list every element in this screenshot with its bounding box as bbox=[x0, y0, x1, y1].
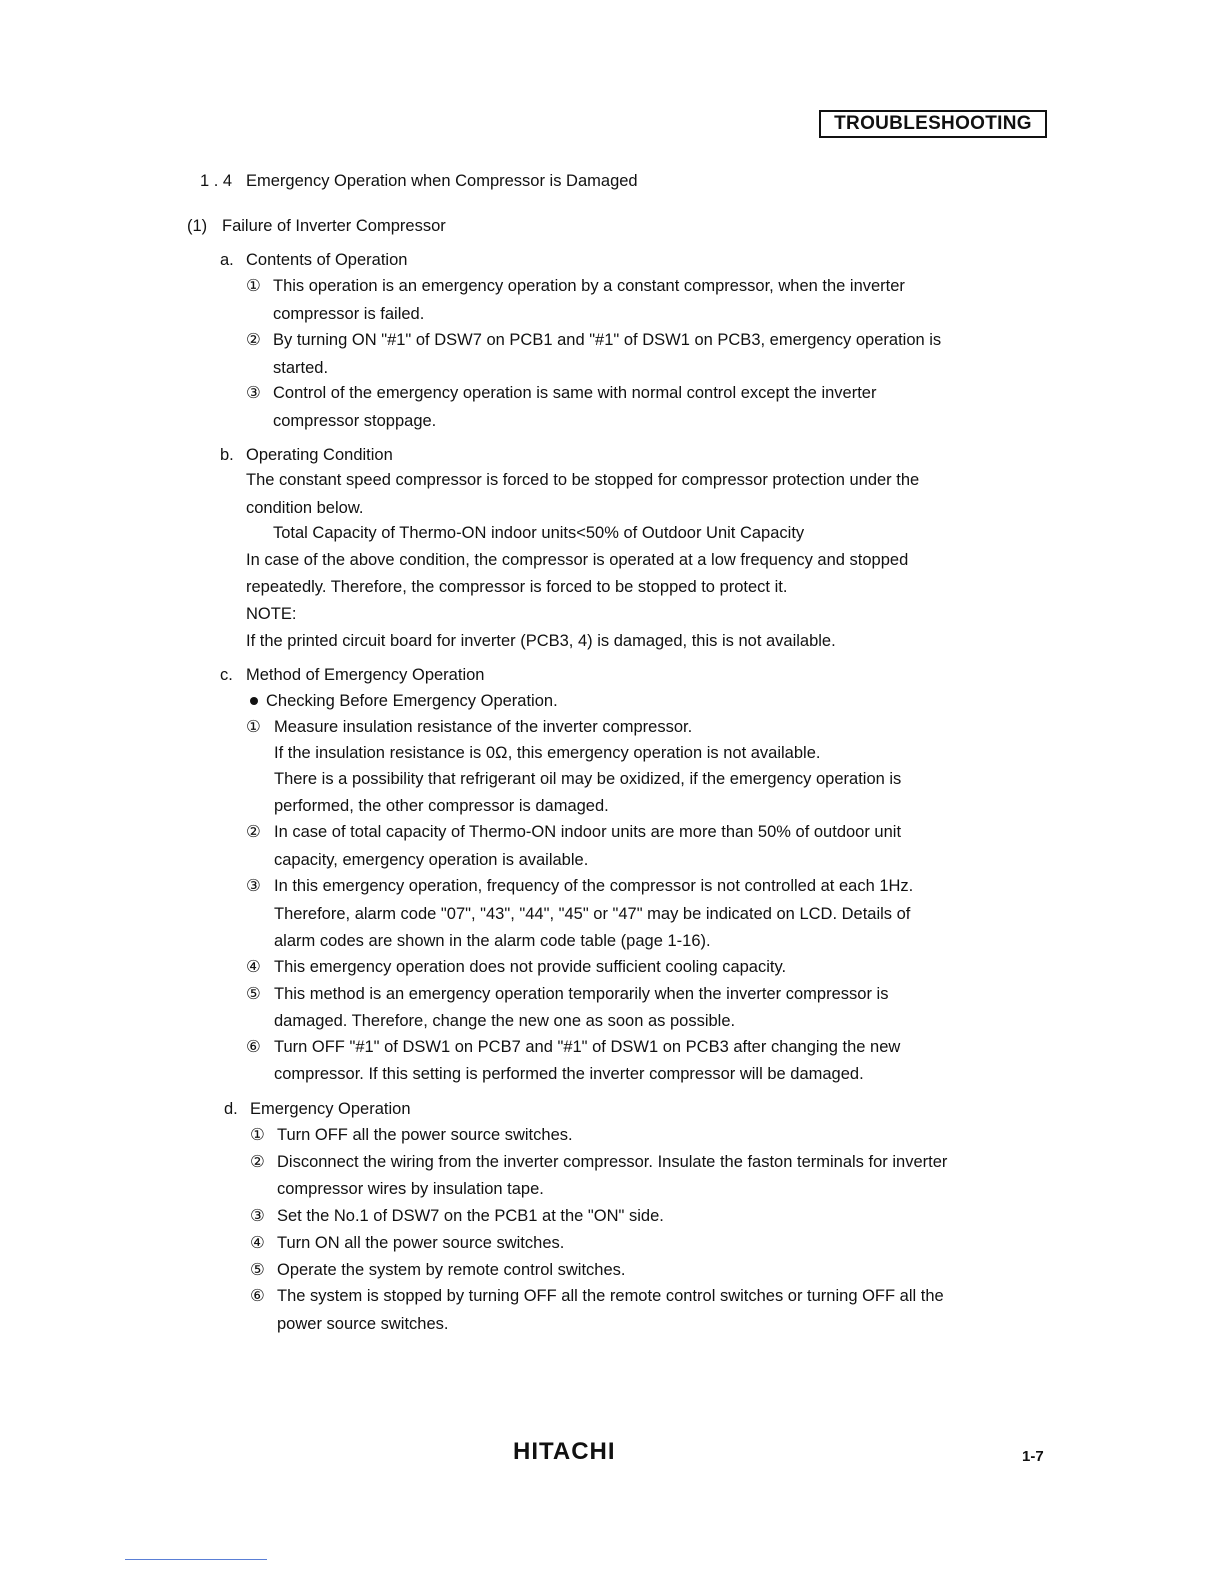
item-c-bullet-text: Checking Before Emergency Operation. bbox=[266, 692, 558, 710]
item-c-letter: c. bbox=[220, 666, 233, 684]
item-d-3-mark: ③ bbox=[250, 1207, 265, 1225]
item-b-text: repeatedly. Therefore, the compressor is forced to be stopped to protect it. bbox=[246, 578, 788, 596]
item-d-2-mark: ② bbox=[250, 1153, 265, 1171]
footer-divider bbox=[125, 1559, 267, 1560]
bullet-dot-icon bbox=[250, 697, 258, 705]
item-c-5-mark: ⑤ bbox=[246, 985, 261, 1003]
item-c-1-line: Measure insulation resistance of the inverter compressor. bbox=[274, 718, 693, 736]
item-d-4-line: Turn ON all the power source switches. bbox=[277, 1234, 565, 1252]
item-d-title: Emergency Operation bbox=[250, 1100, 411, 1118]
item-a-2-line: started. bbox=[273, 359, 329, 377]
item-c-3-mark: ③ bbox=[246, 877, 261, 895]
item-d-5-line: Operate the system by remote control switches. bbox=[277, 1261, 626, 1279]
brand-logo-text: HITACHI bbox=[513, 1438, 616, 1465]
item-c-3-line: Therefore, alarm code "07", "43", "44", "45" or "47" may be indicated on LCD. Details of bbox=[274, 905, 911, 923]
item-d-6-line: power source switches. bbox=[277, 1315, 449, 1333]
item-c-3-line: In this emergency operation, frequency of the compressor is not controlled at each 1Hz. bbox=[274, 877, 914, 895]
item-d-5-mark: ⑤ bbox=[250, 1261, 265, 1279]
item-c-1-mark: ① bbox=[246, 718, 261, 736]
item-a-title: Contents of Operation bbox=[246, 251, 408, 269]
item-d-4-mark: ④ bbox=[250, 1234, 265, 1252]
item-d-3-line: Set the No.1 of DSW7 on the PCB1 at the "ON" side. bbox=[277, 1207, 664, 1225]
item-c-4-mark: ④ bbox=[246, 958, 261, 976]
item-a-1-mark: ① bbox=[246, 277, 261, 295]
item-b-text: In case of the above condition, the compressor is operated at a low frequency and stopped bbox=[246, 551, 909, 569]
item-b-letter: b. bbox=[220, 446, 234, 464]
item-d-6-line: The system is stopped by turning OFF all the remote control switches or turning OFF all the bbox=[277, 1287, 944, 1305]
item-c-6-mark: ⑥ bbox=[246, 1038, 261, 1056]
item-c-2-mark: ② bbox=[246, 823, 261, 841]
item-c-4-line: This emergency operation does not provide sufficient cooling capacity. bbox=[274, 958, 787, 976]
item-c-1-line: There is a possibility that refrigerant oil may be oxidized, if the emergency operation is bbox=[274, 770, 902, 788]
item-a-2-mark: ② bbox=[246, 331, 261, 349]
item-b-text: The constant speed compressor is forced to be stopped for compressor protection under the bbox=[246, 471, 920, 489]
item-a-3-line: compressor stoppage. bbox=[273, 412, 437, 430]
item-c-1-line: If the insulation resistance is 0Ω, this emergency operation is not available. bbox=[274, 744, 821, 762]
section-header-box: TROUBLESHOOTING bbox=[819, 110, 1047, 138]
item-a-3-mark: ③ bbox=[246, 384, 261, 402]
item-b-text: condition below. bbox=[246, 499, 364, 517]
item-d-6-mark: ⑥ bbox=[250, 1287, 265, 1305]
item-c-6-line: compressor. If this setting is performed the inverter compressor will be damaged. bbox=[274, 1065, 864, 1083]
item-d-2-line: Disconnect the wiring from the inverter compressor. Insulate the faston terminals for inverter bbox=[277, 1153, 948, 1171]
item-a-1-line: compressor is failed. bbox=[273, 305, 425, 323]
item-c-bullet bbox=[250, 691, 558, 711]
item-c-title: Method of Emergency Operation bbox=[246, 666, 485, 684]
item-d-1-mark: ① bbox=[250, 1126, 265, 1144]
item-a-1-line: This operation is an emergency operation by a constant compressor, when the inverter bbox=[273, 277, 905, 295]
section-title: Emergency Operation when Compressor is Damaged bbox=[246, 172, 638, 190]
item-b-title: Operating Condition bbox=[246, 446, 393, 464]
section-number: 1 . 4 bbox=[200, 172, 233, 190]
item-c-3-line: alarm codes are shown in the alarm code table (page 1-16). bbox=[274, 932, 711, 950]
item-b-condition: Total Capacity of Thermo-ON indoor units<50% of Outdoor Unit Capacity bbox=[273, 524, 805, 542]
item-c-5-line: This method is an emergency operation temporarily when the inverter compressor is bbox=[274, 985, 889, 1003]
subsection-number: (1) bbox=[187, 217, 208, 235]
item-d-1-line: Turn OFF all the power source switches. bbox=[277, 1126, 573, 1144]
item-a-3-line: Control of the emergency operation is same with normal control except the inverter bbox=[273, 384, 877, 402]
item-c-6-line: Turn OFF "#1" of DSW1 on PCB7 and "#1" of DSW1 on PCB3 after changing the new bbox=[274, 1038, 901, 1056]
item-c-5-line: damaged. Therefore, change the new one as soon as possible. bbox=[274, 1012, 736, 1030]
item-c-2-line: In case of total capacity of Thermo-ON indoor units are more than 50% of outdoor unit bbox=[274, 823, 902, 841]
item-c-1-line: performed, the other compressor is damaged. bbox=[274, 797, 609, 815]
item-d-2-line: compressor wires by insulation tape. bbox=[277, 1180, 544, 1198]
item-d-letter: d. bbox=[224, 1100, 238, 1118]
subsection-title: Failure of Inverter Compressor bbox=[222, 217, 446, 235]
item-c-2-line: capacity, emergency operation is available. bbox=[274, 851, 589, 869]
item-a-letter: a. bbox=[220, 251, 234, 269]
page-number: 1-7 bbox=[1022, 1448, 1044, 1465]
item-a-2-line: By turning ON "#1" of DSW7 on PCB1 and "#1" of DSW1 on PCB3, emergency operation is bbox=[273, 331, 942, 349]
item-b-note-label: NOTE: bbox=[246, 605, 297, 623]
item-b-note-text: If the printed circuit board for inverter (PCB3, 4) is damaged, this is not available. bbox=[246, 632, 836, 650]
